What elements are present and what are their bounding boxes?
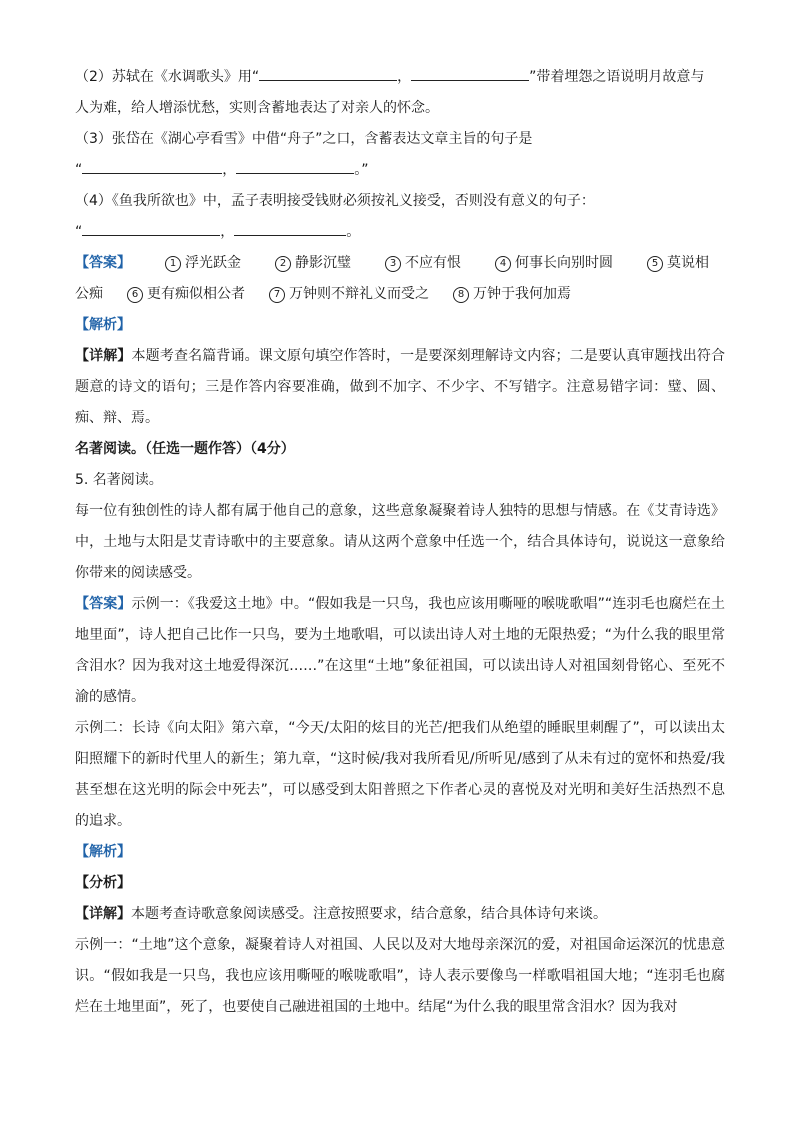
answer-number-4: 4 xyxy=(495,256,511,272)
answer-item-6: 更有痴似相公者 xyxy=(147,286,245,302)
answer-number-5: 5 xyxy=(647,256,663,272)
analysis-1-tag: 【解析】 xyxy=(75,317,131,333)
answer-1-line-1 xyxy=(75,248,725,279)
analysis-2-detail xyxy=(75,899,725,930)
answer-item-2: 静影沉璧 xyxy=(295,255,351,271)
question-2-line-1 xyxy=(75,62,725,93)
question-3-line-2 xyxy=(75,155,725,186)
q3-separator: ， xyxy=(222,162,237,178)
q3-blank-1[interactable] xyxy=(82,159,222,174)
analysis-2-detail-text: 本题考查诗歌意象阅读感受。注意按照要求，结合意象，结合具体诗句来谈。 xyxy=(131,906,607,922)
q4-separator: ， xyxy=(220,224,235,240)
q4-blank-2[interactable] xyxy=(234,221,346,236)
answer-item-8: 万钟于我何加焉 xyxy=(473,286,571,302)
answer-item-1: 浮光跃金 xyxy=(185,255,241,271)
question-3-line-1: （3）张岱在《湖心亭看雪》中借“舟子”之口，含蓄表达文章主旨的句子是 xyxy=(75,131,533,147)
analysis-2-example-1: 示例一：“土地”这个意象，凝聚着诗人对祖国、人民以及对大地母亲深沉的爱，对祖国命运深沉的忧患意识。“假如我是一只鸟，我也应该用嘶哑的喉咙歌唱”，诗人表示要像鸟一样歌唱祖国大地；“连羽毛也腐烂在土地里面”，死了，也要使自己融进祖国的土地中。结尾“为什么我的眼里常含泪水？因为我对 xyxy=(75,937,725,1015)
answer-item-5: 莫说相 xyxy=(667,255,709,271)
analysis-2-detail-tag: 【详解】 xyxy=(75,906,131,922)
q2-blank-1[interactable] xyxy=(259,66,397,81)
answer-tag: 【答案】 xyxy=(75,255,131,271)
answer-number-3: 3 xyxy=(385,256,401,272)
q2-prefix: （2）苏轼在《水调歌头》用“ xyxy=(75,69,260,85)
q2-suffix: ”带着埋怨之语说明月故意与 xyxy=(529,69,705,85)
question-4-line-2 xyxy=(75,217,725,248)
answer-number-7: 7 xyxy=(269,287,285,303)
answer-item-5-continued: 公痴 xyxy=(75,286,103,302)
document-page xyxy=(75,62,725,1023)
answer-1-line-2 xyxy=(75,279,725,310)
analysis-2-fenxi-tag: 【分析】 xyxy=(75,875,131,891)
answer-number-6: 6 xyxy=(127,287,143,303)
answer-2-example-1 xyxy=(75,589,725,713)
answer-2-example-2: 示例二：长诗《向太阳》第六章，“今天/太阳的炫目的光芒/把我们从绝望的睡眠里刺醒了”，可以读出太阳照耀下的新时代里人的新生；第九章，“这时候/我对我所看见/所听见/感到了从未有过的宽怀和热爱/我甚至想在这光明的际会中死去”，可以感受到太阳普照之下作者心灵的喜悦及对光明和美好生活热烈不息的追求。 xyxy=(75,720,725,829)
answer-number-1: 1 xyxy=(165,256,181,272)
detail-tag: 【详解】 xyxy=(75,348,132,364)
answer-2-example-1-text: 示例一：《我爱这土地》中。“假如我是一只鸟，我也应该用嘶哑的喉咙歌唱”“连羽毛也腐烂在土地里面”，诗人把自己比作一只鸟，要为土地歌唱，可以读出诗人对土地的无限热爱；“为什么我的眼里常含泪水？因为我对这土地爱得深沉……”在这里“土地”象征祖国，可以读出诗人对祖国刻骨铭心、至死不渝的感情。 xyxy=(75,596,726,705)
detail-text: 本题考查名篇背诵。课文原句填空作答时，一是要深刻理解诗文内容；二是要认真审题找出符合题意的诗文的语句；三是作答内容要准确，做到不加字、不少字、不写错字。注意易错字词：璧、圆、痴、辩、焉。 xyxy=(75,348,726,426)
q4-close-mark: 。 xyxy=(346,224,361,240)
answer-number-8: 8 xyxy=(453,287,469,303)
answer-item-7: 万钟则不辩礼义而受之 xyxy=(289,286,429,302)
q4-open-quote: “ xyxy=(75,224,83,240)
answer-number-2: 2 xyxy=(275,256,291,272)
answer-item-4: 何事长向别时圆 xyxy=(515,255,613,271)
question-5-text: 每一位有独创性的诗人都有属于他自己的意象，这些意象凝聚着诗人独特的思想与情感。在《艾青诗选》中，土地与太阳是艾青诗歌中的主要意象。请从这两个意象中任选一个，结合具体诗句，说说这一意象给你带来的阅读感受。 xyxy=(75,503,725,581)
q3-blank-2[interactable] xyxy=(236,159,354,174)
q2-blank-2[interactable] xyxy=(411,66,529,81)
analysis-2-tag: 【解析】 xyxy=(75,844,131,860)
analysis-1-detail xyxy=(75,341,725,434)
answer-item-3: 不应有恨 xyxy=(405,255,461,271)
q2-separator: ， xyxy=(397,69,412,85)
question-4-line-1: （4）《鱼我所欲也》中，孟子表明接受钱财必须按礼义接受，否则没有意义的句子： xyxy=(75,193,595,209)
q3-close-quote: 。” xyxy=(354,162,369,178)
question-2-line-2: 人为难，给人增添忧愁，实则含蓄地表达了对亲人的怀念。 xyxy=(75,100,439,116)
question-5-title: 5. 名著阅读。 xyxy=(75,472,163,488)
answer-2-tag: 【答案】 xyxy=(75,596,132,612)
q4-blank-1[interactable] xyxy=(82,221,220,236)
section-title: 名著阅读。（任选一题作答）（4分） xyxy=(75,441,295,457)
q3-open-quote: “ xyxy=(75,162,83,178)
